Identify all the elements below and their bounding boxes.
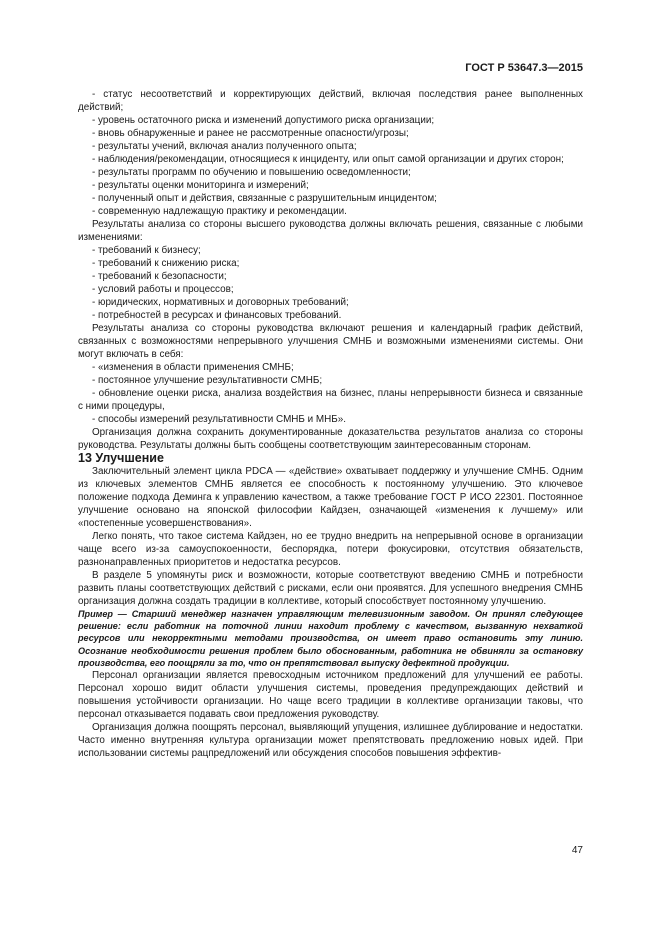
- list-item: - требований к бизнесу;: [92, 245, 201, 256]
- list-item: - результаты оценки мониторинга и измерений;: [92, 180, 309, 191]
- section-title: 13 Улучшение: [78, 451, 164, 465]
- page-number: 47: [571, 845, 583, 856]
- list-item: - наблюдения/рекомендации, относящиеся к инциденту, или опыт самой организации и других сторон;: [92, 154, 564, 165]
- paragraph: Заключительный элемент цикла PDCA — «действие» охватывает поддержку и улучшение СМНБ. Одним из ключевых элементов СМНБ является ее способность к постоянному улучшению. Это ключевое положение подхода Деминга к управлению качеством, а также требование ГОСТ Р ИСО 22301. Постоянное улучшение основано на японской философии Кайдзен, означающей «изменения к лучшему» или «постепенные усовершенствования».: [78, 466, 583, 529]
- page-content: [78, 88, 583, 760]
- list-item: - вновь обнаруженные и ранее не рассмотренные опасности/угрозы;: [92, 128, 409, 139]
- list-item: - обновление оценки риска, анализа воздействия на бизнес, планы непрерывности бизнеса и связанные с ними процедуры,: [78, 388, 583, 412]
- list-item: - условий работы и процессов;: [92, 284, 234, 295]
- list-item: - потребностей в ресурсах и финансовых требований.: [92, 310, 342, 321]
- paragraph: Организация должна сохранить документированные доказательства результатов анализа со стороны руководства. Результаты должны быть сообщены соответствующим заинтересованным сторонам.: [78, 427, 583, 451]
- list-item: - требований к безопасности;: [92, 271, 227, 282]
- list-item: - уровень остаточного риска и изменений допустимого риска организации;: [92, 115, 435, 126]
- paragraph: Персонал организации является превосходным источником предложений для улучшений ее работы. Персонал хорошо видит области улучшения системы, проведения предупреждающих действий и повышения устойчивости организации. Но чаще всего традиции в коллективе организации таковы, что персонал отказывается подавать свои предложения руководству.: [78, 670, 583, 721]
- example-note: Пример — Старший менеджер назначен управляющим телевизионным заводом. Он принял следующее решение: если работник на поточной линии находит проблему с качеством, вызванную нехваткой ресурсов или некорректными методами производства, он имеет право остановить эту линию. Осознание необходимости решения проблем было обоснованным, работника не обвиняли за остановку производства, его поощряли за то, что он препятствовал выпуску дефектной продукции.: [78, 609, 583, 668]
- list-item: - «изменения в области применения СМНБ;: [92, 362, 294, 373]
- paragraph: Результаты анализа со стороны высшего руководства должны включать решения, связанные с любыми изменениями:: [78, 219, 583, 243]
- paragraph: В разделе 5 упомянуты риск и возможности, которые соответствуют введению СМНБ и потребности развить планы соответствующих действий с рисками, если они проявятся. Для успешного внедрения СМНБ организация должна создать традиции в коллективе, который способствует постоянному улучшению.: [78, 570, 583, 607]
- list-item: - способы измерений результативности СМНБ и МНБ».: [92, 414, 346, 425]
- paragraph: Результаты анализа со стороны руководства включают решения и календарный график действий, связанных с возможностями непрерывного улучшения СМНБ и возможными изменениями системы. Они могут включать в себя:: [78, 323, 583, 360]
- paragraph: Легко понять, что такое система Кайдзен, но ее трудно внедрить на непрерывной основе в организации чаще всего из-за самоуспокоенности, беспорядка, потери фокусировки, отсутствия обязательств, разнонаправленных приоритетов и недостатка ресурсов.: [78, 531, 583, 568]
- list-item: - современную надлежащую практику и рекомендации.: [92, 206, 347, 217]
- list-item: - требований к снижению риска;: [92, 258, 240, 269]
- list-item: - полученный опыт и действия, связанные с разрушительным инцидентом;: [92, 193, 437, 204]
- document-header: ГОСТ Р 53647.3—2015: [465, 62, 583, 74]
- list-item: - юридических, нормативных и договорных требований;: [92, 297, 349, 308]
- list-item: - статус несоответствий и корректирующих действий, включая последствия ранее выполненных действий;: [78, 89, 583, 113]
- paragraph: Организация должна поощрять персонал, выявляющий упущения, излишнее дублирование и недостатки. Часто именно внутренняя культура организации может препятствовать предложению новых идей. При использовании системы рацпредложений или обсуждения способов повышения эффектив-: [78, 722, 583, 760]
- list-item: - результаты учений, включая анализ полученного опыта;: [92, 141, 357, 152]
- list-item: - результаты программ по обучению и повышению осведомленности;: [92, 167, 411, 178]
- list-item: - постоянное улучшение результативности СМНБ;: [92, 375, 323, 386]
